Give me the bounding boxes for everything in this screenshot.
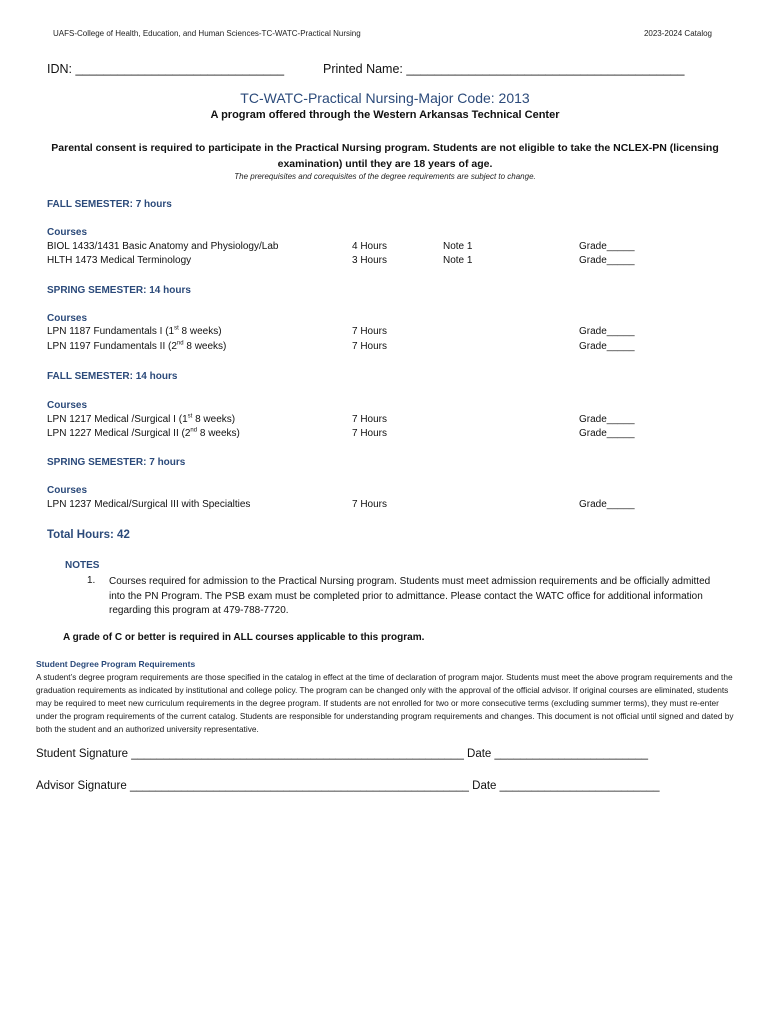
notes-heading: NOTES — [65, 560, 100, 571]
grade-field[interactable]: Grade_____ — [579, 414, 635, 425]
course-row — [47, 241, 727, 255]
grade-field[interactable]: Grade_____ — [579, 499, 635, 510]
printed-name-field[interactable]: Printed Name: ________________________________________ — [323, 62, 685, 76]
grade-field[interactable]: Grade_____ — [579, 255, 635, 266]
course-name: LPN 1227 Medical /Surgical II (2nd 8 weeks) — [47, 427, 240, 439]
course-hours: 7 Hours — [352, 341, 388, 352]
course-hours: 7 Hours — [352, 428, 388, 439]
advisor-signature-line[interactable]: Advisor Signature _____________________________________________________ Date _________________________ — [36, 780, 660, 792]
course-name: HLTH 1473 Medical Terminology — [47, 255, 192, 266]
note-text: Courses required for admission to the Practical Nursing program. Students must meet admission requirements and be officially admitted into the PN Program. The PSB exam must be completed prior to admittance. Please contact the WATC office for additional information regarding this program at 479-788-7720. — [109, 576, 711, 616]
course-row — [47, 326, 727, 340]
grade-field[interactable]: Grade_____ — [579, 341, 635, 352]
course-hours: 4 Hours — [352, 241, 388, 252]
course-name: LPN 1217 Medical /Surgical I (1st 8 weeks) — [47, 413, 236, 425]
prerequisites-note: The prerequisites and corequisites of the degree requirements are subject to change. — [234, 172, 536, 181]
courses-heading: Courses — [47, 313, 88, 324]
header-right: 2023-2024 Catalog — [643, 29, 712, 38]
semester-heading: FALL SEMESTER: 7 hours — [47, 199, 172, 210]
semester-heading: SPRING SEMESTER: 7 hours — [47, 457, 186, 468]
course-hours: 7 Hours — [352, 414, 388, 425]
degree-requirements-body: A student’s degree program requirements are those specified in the catalog in effect at the time of declaration of program major. Students must meet the above program requirements and the graduation requirements as indicated by institutional and college policy. The program can be changed only with the approval of the official advisor. If original courses are eliminated, students may be required to meet new curriculum requirements in the degree program. If students are not enrolled for two or more consecutive terms (excluding summer terms), they must re-enter under the program requirements of the current catalog. Students are responsible for understanding program requirements and changes. This document is not official until signed and dated by both the student and an authorized university representative. — [36, 672, 734, 734]
course-note: Note 1 — [443, 255, 473, 266]
page-title: TC-WATC-Practical Nursing-Major Code: 2013 — [240, 90, 530, 106]
parental-consent-notice: Parental consent is required to participate in the Practical Nursing program. Students are not eligible to take the NCLEX-PN (licensing examination) until they are 18 years of age. — [51, 142, 719, 170]
course-hours: 7 Hours — [352, 499, 388, 510]
course-hours: 3 Hours — [352, 255, 388, 266]
grade-field[interactable]: Grade_____ — [579, 241, 635, 252]
degree-requirements-heading: Student Degree Program Requirements — [36, 659, 196, 669]
course-row — [47, 428, 727, 442]
grade-field[interactable]: Grade_____ — [579, 428, 635, 439]
course-row — [47, 341, 727, 355]
courses-heading: Courses — [47, 485, 88, 496]
course-name: LPN 1187 Fundamentals I (1st 8 weeks) — [47, 325, 222, 337]
total-hours: Total Hours: 42 — [47, 529, 130, 541]
course-row — [47, 255, 727, 269]
grade-field[interactable]: Grade_____ — [579, 326, 635, 337]
courses-heading: Courses — [47, 227, 88, 238]
course-name: LPN 1237 Medical/Surgical III with Specialties — [47, 499, 251, 510]
courses-heading: Courses — [47, 400, 88, 411]
course-row — [47, 414, 727, 428]
note-number: 1. — [87, 575, 96, 586]
course-name: BIOL 1433/1431 Basic Anatomy and Physiology/Lab — [47, 241, 279, 252]
course-row — [47, 499, 727, 513]
course-note: Note 1 — [443, 241, 473, 252]
semester-heading: SPRING SEMESTER: 14 hours — [47, 285, 191, 296]
page-subtitle: A program offered through the Western Arkansas Technical Center — [210, 109, 560, 121]
course-name: LPN 1197 Fundamentals II (2nd 8 weeks) — [47, 340, 227, 352]
student-signature-line[interactable]: Student Signature ____________________________________________________ Date ________________________ — [36, 748, 649, 760]
grade-requirement: A grade of C or better is required in ALL courses applicable to this program. — [63, 632, 425, 643]
course-hours: 7 Hours — [352, 326, 388, 337]
header-left: UAFS-College of Health, Education, and Human Sciences-TC-WATC-Practical Nursing — [53, 29, 361, 38]
semester-heading: FALL SEMESTER: 14 hours — [47, 371, 178, 382]
idn-field[interactable]: IDN: ______________________________ — [47, 62, 285, 76]
